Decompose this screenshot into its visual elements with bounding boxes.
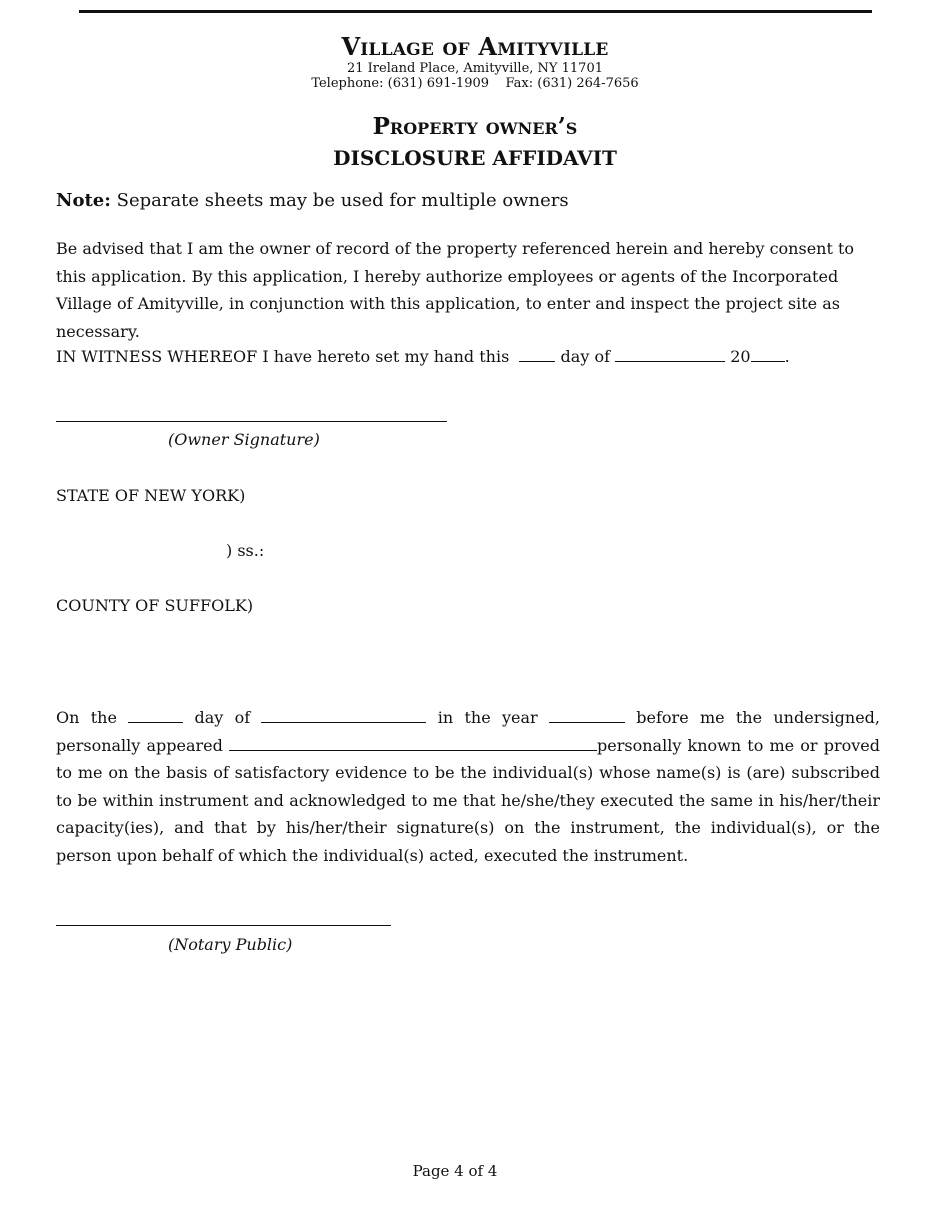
witness-year-blank[interactable] <box>751 347 785 362</box>
organization-name: Village of Amityville <box>341 32 609 61</box>
form-title-line1: Property owner’s <box>372 113 578 140</box>
venue-ss: ) ss.: <box>226 541 265 560</box>
notary-appeared-name-blank[interactable] <box>229 736 597 751</box>
notary-day-blank[interactable] <box>128 708 183 723</box>
witness-day-blank[interactable] <box>519 347 555 362</box>
fax: Fax: (631) 264-7656 <box>505 76 639 91</box>
owner-signature-line[interactable] <box>56 421 447 422</box>
notary-paragraph <box>56 704 880 869</box>
notary-text-year: in the year <box>437 708 538 727</box>
witness-month-blank[interactable] <box>615 347 725 362</box>
telephone: Telephone: (631) 691-1909 <box>311 76 490 91</box>
organization-address: 21 Ireland Place, Amityville, NY 11701 <box>346 61 603 76</box>
witness-text-2: day of <box>560 347 611 366</box>
witness-text-1: IN WITNESS WHEREOF I have hereto set my hand this <box>56 347 510 366</box>
page-number: Page 4 of 4 <box>412 1162 498 1180</box>
owner-signature-caption: (Owner Signature) <box>168 430 320 449</box>
notary-signature-caption: (Notary Public) <box>168 935 293 954</box>
witness-clause <box>56 347 790 366</box>
note <box>56 190 569 211</box>
notary-text-rest: personally known to me or proved to me on the basis of satisfactory evidence to be the individual(s) whose name(s) is (are) subscribed to be within instrument and acknowledged to me that he/she/they executed the same in his/her/their capacity(ies), and that by his/her/their signature(s) on the instrument, the individual(s), or the person upon behalf of which the individual(s) acted, executed the instrument. <box>56 735 881 865</box>
note-label: Note: <box>56 190 111 211</box>
notary-text-before: before me the undersigned, personally appeared <box>56 708 881 755</box>
note-text: Separate sheets may be used for multiple owners <box>116 190 569 211</box>
notary-year-blank[interactable] <box>549 708 625 723</box>
notary-text-on: On the <box>56 708 117 727</box>
consent-paragraph: Be advised that I am the owner of record of the property referenced herein and hereby consent to this application. By this application, I hereby authorize employees or agents of the Incorporated Village of Amityville, in conjunction with this application, to enter and inspect the project site as necessary. <box>56 239 855 341</box>
notary-signature-line[interactable] <box>56 925 391 926</box>
venue-state: STATE OF NEW YORK) <box>56 486 246 505</box>
header-rule <box>79 10 872 13</box>
witness-text-4: . <box>784 347 790 366</box>
notary-text-day-of: day of <box>194 708 251 727</box>
organization-contact <box>0 76 950 91</box>
venue-county: COUNTY OF SUFFOLK) <box>56 596 254 615</box>
witness-text-3: 20 <box>730 347 751 366</box>
notary-month-blank[interactable] <box>261 708 426 723</box>
form-title-line2: DISCLOSURE AFFIDAVIT <box>333 146 617 170</box>
